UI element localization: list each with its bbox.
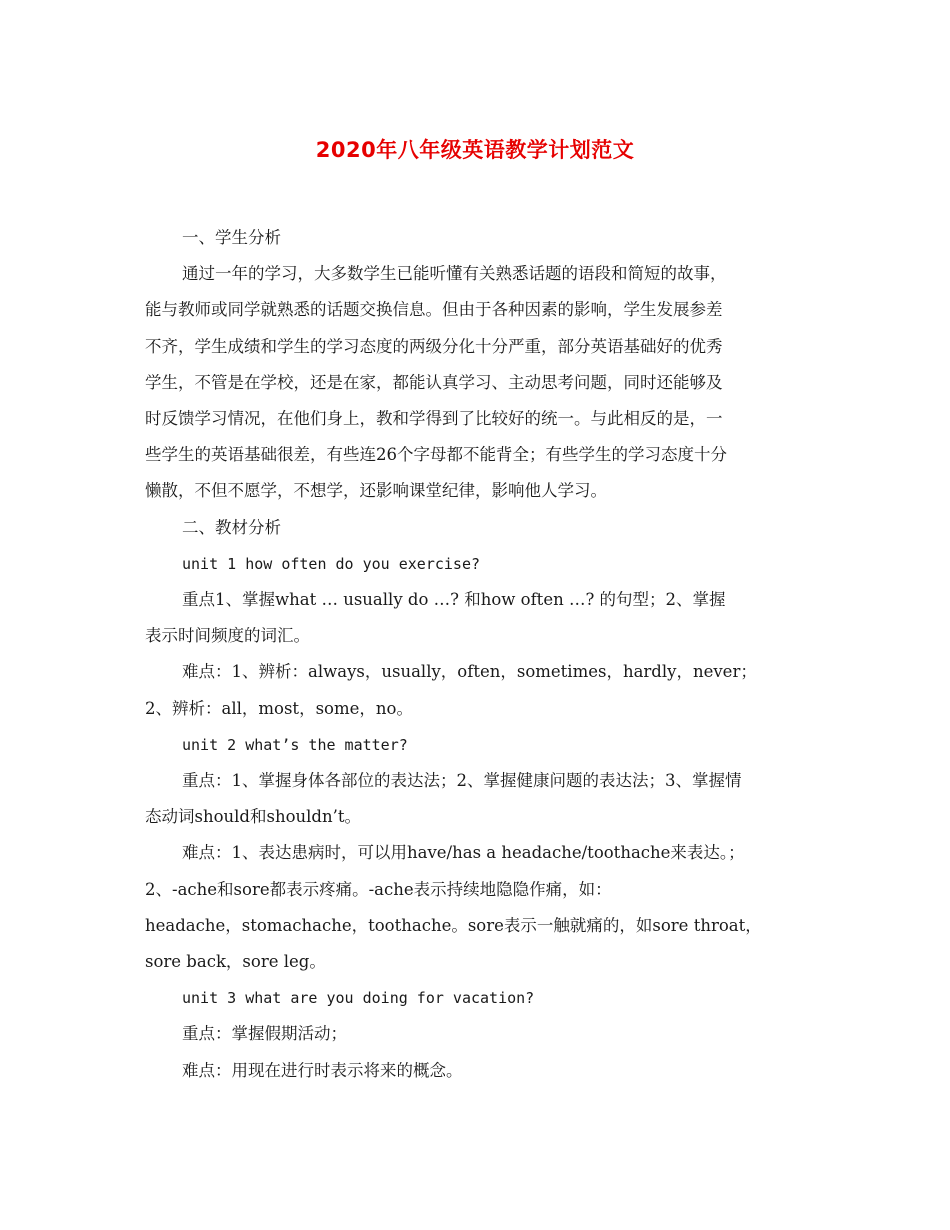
section-heading-student-analysis: 一、学生分析 [182, 228, 281, 247]
text-line: 重点：1、掌握身体各部位的表达法；2、掌握健康问题的表达法；3、掌握情 [182, 771, 742, 791]
text-line: 难点：1、辨析：always，usually，often，sometimes，hardly，never； [182, 662, 757, 682]
text-line: 态动词should和shouldn’t。 [145, 807, 361, 827]
text-line: 时反馈学习情况，在他们身上，教和学得到了比较好的统一。与此相反的是，一 [145, 409, 723, 429]
text-line: 不齐，学生成绩和学生的学习态度的两级分化十分严重，部分英语基础好的优秀 [145, 336, 723, 356]
text-line: 表示时间频度的词汇。 [145, 626, 310, 646]
text-line: 难点：1、表达患病时，可以用have/has a headache/toothache来表达。； [182, 843, 745, 863]
unit-3-difficulties: 难点：用现在进行时表示将来的概念。 [182, 1060, 463, 1080]
text-line: 些学生的英语基础很差，有些连26个字母都不能背全；有些学生的学习态度十分 [145, 445, 727, 465]
unit-3-key-points: 重点：掌握假期活动； [182, 1024, 347, 1044]
text-line: headache，stomachache，toothache。sore表示一触就痛的，如sore throat， [145, 915, 762, 935]
unit-3-title: unit 3 what are you doing for vacation? [182, 989, 535, 1008]
unit-1-difficulties [145, 654, 810, 726]
unit-2-key-points [145, 763, 810, 835]
text-line: 重点1、掌握what … usually do …? 和how often …? 的句型；2、掌握 [182, 590, 726, 610]
text-line: sore back，sore leg。 [145, 952, 326, 972]
unit-1-title: unit 1 how often do you exercise? [182, 554, 481, 573]
text-line: 2、辨析：all，most，some，no。 [145, 698, 413, 718]
text-line: 学生，不管是在学校，还是在家，都能认真学习、主动思考问题，同时还能够及 [145, 372, 723, 392]
text-line: 2、-ache和sore都表示疼痛。-ache表示持续地隐隐作痛，如： [145, 879, 612, 899]
unit-1-key-points [145, 582, 810, 654]
text-line: 懒散，不但不愿学，不想学，还影响课堂纪律，影响他人学习。 [145, 481, 607, 501]
section-heading-textbook-analysis: 二、教材分析 [182, 517, 281, 537]
text-line: 通过一年的学习，大多数学生已能听懂有关熟悉话题的语段和简短的故事， [182, 264, 727, 284]
paragraph-student-analysis [145, 256, 810, 509]
unit-2-difficulties [145, 835, 810, 980]
document-title: 2020年八年级英语教学计划范文 [315, 138, 635, 162]
text-line: 能与教师或同学就熟悉的话题交换信息。但由于各种因素的影响，学生发展参差 [145, 300, 723, 320]
document-body [145, 220, 810, 1089]
unit-2-title: unit 2 what’s the matter? [182, 735, 408, 754]
